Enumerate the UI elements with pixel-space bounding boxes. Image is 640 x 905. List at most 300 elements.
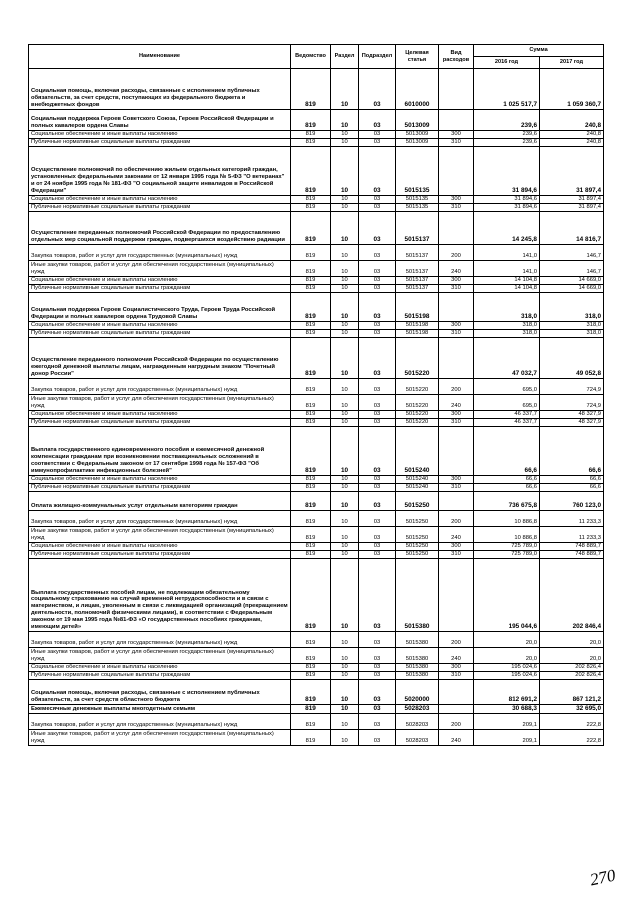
cell-name: Социальная помощь, включая расходы, связанные с исполнением публичных обязательств, за счет средств областного бюджета bbox=[29, 680, 291, 705]
cell-dept: 819 bbox=[291, 204, 331, 212]
cell-sum-2016: 47 032,7 bbox=[474, 338, 540, 379]
cell-subsection: 03 bbox=[359, 285, 396, 293]
cell-exptype: 300 bbox=[439, 131, 474, 139]
cell-exptype: 310 bbox=[439, 139, 474, 147]
cell-exptype: 200 bbox=[439, 714, 474, 730]
cell-subsection: 03 bbox=[359, 196, 396, 204]
cell-section: 10 bbox=[331, 395, 359, 411]
table-row bbox=[29, 204, 604, 212]
cell-target: 5015198 bbox=[396, 293, 439, 322]
cell-dept: 819 bbox=[291, 648, 331, 664]
cell-exptype: 240 bbox=[439, 648, 474, 664]
cell-subsection: 03 bbox=[359, 110, 396, 131]
table-row bbox=[29, 411, 604, 419]
cell-name: Иные закупки товаров, работ и услуг для обеспечения государственных (муниципальных) нужд bbox=[29, 395, 291, 411]
cell-target: 5015250 bbox=[396, 551, 439, 559]
cell-name: Иные закупки товаров, работ и услуг для обеспечения государственных (муниципальных) нужд bbox=[29, 261, 291, 277]
table-row bbox=[29, 730, 604, 746]
cell-sum-2016: 20,0 bbox=[474, 632, 540, 648]
cell-sum-2017: 222,8 bbox=[540, 730, 604, 746]
cell-target: 5015250 bbox=[396, 527, 439, 543]
cell-exptype: 310 bbox=[439, 419, 474, 427]
cell-dept: 819 bbox=[291, 551, 331, 559]
table-row bbox=[29, 492, 604, 511]
cell-sum-2016: 141,0 bbox=[474, 245, 540, 261]
cell-dept: 819 bbox=[291, 419, 331, 427]
cell-sum-2016: 195 044,6 bbox=[474, 559, 540, 632]
table-row bbox=[29, 196, 604, 204]
table-row bbox=[29, 293, 604, 322]
cell-sum-2017: 32 695,0 bbox=[540, 705, 604, 714]
table-row bbox=[29, 110, 604, 131]
cell-name: Закупка товаров, работ и услуг для государственных (муниципальных) нужд bbox=[29, 511, 291, 527]
cell-name: Социальное обеспечение и иные выплаты населению bbox=[29, 411, 291, 419]
cell-sum-2016: 195 024,6 bbox=[474, 664, 540, 672]
cell-name: Публичные нормативные социальные выплаты гражданам bbox=[29, 204, 291, 212]
cell-section: 10 bbox=[331, 427, 359, 476]
cell-target: 5015135 bbox=[396, 196, 439, 204]
cell-exptype: 240 bbox=[439, 527, 474, 543]
cell-subsection: 03 bbox=[359, 277, 396, 285]
cell-section: 10 bbox=[331, 492, 359, 511]
table-row bbox=[29, 476, 604, 484]
cell-section: 10 bbox=[331, 131, 359, 139]
cell-subsection: 03 bbox=[359, 484, 396, 492]
budget-table bbox=[28, 44, 604, 746]
cell-sum-2017: 11 233,3 bbox=[540, 527, 604, 543]
header-year-2017: 2017 год bbox=[540, 57, 604, 69]
table-row bbox=[29, 551, 604, 559]
cell-section: 10 bbox=[331, 730, 359, 746]
cell-section: 10 bbox=[331, 648, 359, 664]
cell-sum-2016: 31 894,6 bbox=[474, 147, 540, 196]
cell-subsection: 03 bbox=[359, 543, 396, 551]
cell-exptype bbox=[439, 110, 474, 131]
header-target: Целевая статья bbox=[396, 45, 439, 69]
cell-target: 5013009 bbox=[396, 110, 439, 131]
cell-dept: 819 bbox=[291, 379, 331, 395]
cell-sum-2016: 318,0 bbox=[474, 293, 540, 322]
cell-section: 10 bbox=[331, 672, 359, 680]
cell-subsection: 03 bbox=[359, 672, 396, 680]
cell-exptype bbox=[439, 427, 474, 476]
cell-sum-2016: 736 675,8 bbox=[474, 492, 540, 511]
cell-target: 5015220 bbox=[396, 411, 439, 419]
cell-subsection: 03 bbox=[359, 714, 396, 730]
cell-sum-2016: 1 025 517,7 bbox=[474, 69, 540, 110]
cell-section: 10 bbox=[331, 705, 359, 714]
cell-exptype: 300 bbox=[439, 664, 474, 672]
cell-subsection: 03 bbox=[359, 322, 396, 330]
cell-name: Ежемесячные денежные выплаты многодетным семьям bbox=[29, 705, 291, 714]
cell-section: 10 bbox=[331, 245, 359, 261]
cell-exptype bbox=[439, 559, 474, 632]
cell-section: 10 bbox=[331, 261, 359, 277]
cell-target: 5015380 bbox=[396, 664, 439, 672]
cell-section: 10 bbox=[331, 379, 359, 395]
cell-exptype: 310 bbox=[439, 330, 474, 338]
cell-sum-2017: 1 059 360,7 bbox=[540, 69, 604, 110]
cell-sum-2017: 318,0 bbox=[540, 322, 604, 330]
cell-sum-2016: 46 337,7 bbox=[474, 419, 540, 427]
cell-sum-2017: 31 897,4 bbox=[540, 204, 604, 212]
cell-exptype bbox=[439, 212, 474, 245]
cell-name: Закупка товаров, работ и услуг для государственных (муниципальных) нужд bbox=[29, 714, 291, 730]
cell-dept: 819 bbox=[291, 330, 331, 338]
cell-name: Публичные нормативные социальные выплаты гражданам bbox=[29, 419, 291, 427]
cell-target: 5015250 bbox=[396, 543, 439, 551]
cell-target: 5015137 bbox=[396, 285, 439, 293]
cell-target: 5015135 bbox=[396, 204, 439, 212]
header-section: Раздел bbox=[331, 45, 359, 69]
cell-section: 10 bbox=[331, 277, 359, 285]
cell-sum-2017: 66,6 bbox=[540, 484, 604, 492]
cell-dept: 819 bbox=[291, 338, 331, 379]
cell-name: Выплата государственных пособий лицам, не подлежащим обязательному социальному страхованию на случай временной нетрудоспособности и в связи с материнством, и лицам, уволенным в связи с ликвидацией организаций (прекращением деятельности, полномочий физическими лицами), в соответствии с Федеральным законом от 19 мая 1995 года №81-ФЗ «О государственных пособиях гражданам, имеющим детей» bbox=[29, 559, 291, 632]
cell-sum-2017: 14 669,0 bbox=[540, 285, 604, 293]
cell-section: 10 bbox=[331, 69, 359, 110]
cell-sum-2016: 10 886,8 bbox=[474, 511, 540, 527]
cell-section: 10 bbox=[331, 338, 359, 379]
cell-name: Социальная помощь, включая расходы, связанные с исполнением публичных обязательств, за счет средств, поступающих из федерального бюджета и внебюджетных фондов bbox=[29, 69, 291, 110]
cell-exptype: 240 bbox=[439, 395, 474, 411]
cell-name: Публичные нормативные социальные выплаты гражданам bbox=[29, 139, 291, 147]
cell-target: 5015220 bbox=[396, 379, 439, 395]
cell-subsection: 03 bbox=[359, 648, 396, 664]
header-subsection: Подраздел bbox=[359, 45, 396, 69]
table-row bbox=[29, 419, 604, 427]
cell-name: Осуществление переданного полномочия Российской Федерации по осуществлению ежегодной денежной выплаты лицам, награжденным нагрудным знаком "Почетный донор России" bbox=[29, 338, 291, 379]
cell-section: 10 bbox=[331, 330, 359, 338]
cell-exptype: 240 bbox=[439, 730, 474, 746]
cell-dept: 819 bbox=[291, 559, 331, 632]
cell-target: 5015380 bbox=[396, 559, 439, 632]
cell-target: 5015240 bbox=[396, 476, 439, 484]
cell-sum-2016: 46 337,7 bbox=[474, 411, 540, 419]
cell-name: Публичные нормативные социальные выплаты гражданам bbox=[29, 484, 291, 492]
table-row bbox=[29, 285, 604, 293]
cell-target: 5015137 bbox=[396, 277, 439, 285]
table-row bbox=[29, 338, 604, 379]
cell-exptype bbox=[439, 147, 474, 196]
cell-exptype: 300 bbox=[439, 411, 474, 419]
table-row bbox=[29, 664, 604, 672]
cell-sum-2017: 867 121,2 bbox=[540, 680, 604, 705]
cell-subsection: 03 bbox=[359, 411, 396, 419]
cell-subsection: 03 bbox=[359, 664, 396, 672]
header-sum: Сумма bbox=[474, 45, 604, 57]
cell-name: Социальное обеспечение и иные выплаты населению bbox=[29, 664, 291, 672]
cell-section: 10 bbox=[331, 714, 359, 730]
cell-exptype: 310 bbox=[439, 285, 474, 293]
cell-dept: 819 bbox=[291, 147, 331, 196]
cell-target: 5015380 bbox=[396, 648, 439, 664]
table-row bbox=[29, 705, 604, 714]
cell-sum-2016: 66,6 bbox=[474, 427, 540, 476]
cell-subsection: 03 bbox=[359, 559, 396, 632]
cell-sum-2016: 66,6 bbox=[474, 476, 540, 484]
cell-target: 5013009 bbox=[396, 139, 439, 147]
cell-section: 10 bbox=[331, 196, 359, 204]
cell-target: 5015250 bbox=[396, 492, 439, 511]
cell-subsection: 03 bbox=[359, 212, 396, 245]
cell-sum-2017: 66,6 bbox=[540, 476, 604, 484]
table-row bbox=[29, 69, 604, 110]
cell-sum-2016: 725 789,0 bbox=[474, 543, 540, 551]
table-row bbox=[29, 680, 604, 705]
cell-target: 5015240 bbox=[396, 484, 439, 492]
cell-dept: 819 bbox=[291, 196, 331, 204]
cell-sum-2017: 240,8 bbox=[540, 110, 604, 131]
cell-section: 10 bbox=[331, 110, 359, 131]
cell-subsection: 03 bbox=[359, 338, 396, 379]
cell-subsection: 03 bbox=[359, 511, 396, 527]
cell-section: 10 bbox=[331, 680, 359, 705]
cell-section: 10 bbox=[331, 559, 359, 632]
header-exptype: Вид расходов bbox=[439, 45, 474, 69]
cell-sum-2017: 14 669,0 bbox=[540, 277, 604, 285]
cell-subsection: 03 bbox=[359, 476, 396, 484]
cell-exptype: 240 bbox=[439, 261, 474, 277]
cell-dept: 819 bbox=[291, 527, 331, 543]
cell-exptype: 310 bbox=[439, 551, 474, 559]
cell-exptype bbox=[439, 69, 474, 110]
cell-section: 10 bbox=[331, 212, 359, 245]
cell-name: Закупка товаров, работ и услуг для государственных (муниципальных) нужд bbox=[29, 245, 291, 261]
cell-subsection: 03 bbox=[359, 139, 396, 147]
cell-dept: 819 bbox=[291, 714, 331, 730]
cell-dept: 819 bbox=[291, 664, 331, 672]
cell-section: 10 bbox=[331, 419, 359, 427]
cell-sum-2017: 31 897,4 bbox=[540, 147, 604, 196]
cell-dept: 819 bbox=[291, 293, 331, 322]
cell-section: 10 bbox=[331, 411, 359, 419]
cell-dept: 819 bbox=[291, 139, 331, 147]
cell-dept: 819 bbox=[291, 427, 331, 476]
cell-name: Социальное обеспечение и иные выплаты населению bbox=[29, 277, 291, 285]
cell-target: 5015380 bbox=[396, 672, 439, 680]
header-year-2016: 2016 год bbox=[474, 57, 540, 69]
cell-sum-2017: 14 816,7 bbox=[540, 212, 604, 245]
cell-exptype: 300 bbox=[439, 277, 474, 285]
table-row bbox=[29, 131, 604, 139]
cell-subsection: 03 bbox=[359, 427, 396, 476]
cell-section: 10 bbox=[331, 139, 359, 147]
table-row bbox=[29, 322, 604, 330]
cell-sum-2016: 239,6 bbox=[474, 139, 540, 147]
cell-subsection: 03 bbox=[359, 632, 396, 648]
cell-sum-2017: 318,0 bbox=[540, 330, 604, 338]
cell-subsection: 03 bbox=[359, 131, 396, 139]
cell-dept: 819 bbox=[291, 632, 331, 648]
cell-dept: 819 bbox=[291, 69, 331, 110]
cell-sum-2017: 748 889,7 bbox=[540, 551, 604, 559]
cell-section: 10 bbox=[331, 632, 359, 648]
cell-name: Социальная поддержка Героев Социалистического Труда, Героев Труда Российской Федерации и полных кавалеров ордена Трудовой Славы bbox=[29, 293, 291, 322]
cell-sum-2017: 20,0 bbox=[540, 632, 604, 648]
cell-sum-2017: 20,0 bbox=[540, 648, 604, 664]
cell-dept: 819 bbox=[291, 476, 331, 484]
cell-sum-2017: 146,7 bbox=[540, 261, 604, 277]
cell-section: 10 bbox=[331, 204, 359, 212]
cell-target: 5015240 bbox=[396, 427, 439, 476]
table-row bbox=[29, 245, 604, 261]
cell-sum-2016: 66,6 bbox=[474, 484, 540, 492]
cell-subsection: 03 bbox=[359, 330, 396, 338]
table-row bbox=[29, 379, 604, 395]
page-number: 270 bbox=[588, 865, 618, 890]
cell-target: 5015220 bbox=[396, 338, 439, 379]
cell-dept: 819 bbox=[291, 110, 331, 131]
table-row bbox=[29, 139, 604, 147]
cell-target: 5015250 bbox=[396, 511, 439, 527]
cell-name: Осуществление переданных полномочий Российской Федерации по предоставлению отдельных мер социальной поддержки граждан, подвергшихся воздействию радиации bbox=[29, 212, 291, 245]
table-row bbox=[29, 543, 604, 551]
cell-name: Оплата жилищно-коммунальных услуг отдельным категориям граждан bbox=[29, 492, 291, 511]
table-row bbox=[29, 511, 604, 527]
table-row bbox=[29, 672, 604, 680]
cell-name: Социальное обеспечение и иные выплаты населению bbox=[29, 543, 291, 551]
cell-dept: 819 bbox=[291, 261, 331, 277]
cell-section: 10 bbox=[331, 322, 359, 330]
cell-sum-2016: 14 245,8 bbox=[474, 212, 540, 245]
cell-name: Иные закупки товаров, работ и услуг для обеспечения государственных (муниципальных) нужд bbox=[29, 527, 291, 543]
cell-name: Закупка товаров, работ и услуг для государственных (муниципальных) нужд bbox=[29, 632, 291, 648]
cell-name: Публичные нормативные социальные выплаты гражданам bbox=[29, 672, 291, 680]
cell-sum-2017: 318,0 bbox=[540, 293, 604, 322]
cell-sum-2016: 14 104,8 bbox=[474, 285, 540, 293]
cell-target: 5020000 bbox=[396, 680, 439, 705]
cell-name: Публичные нормативные социальные выплаты гражданам bbox=[29, 330, 291, 338]
cell-exptype bbox=[439, 338, 474, 379]
cell-dept: 819 bbox=[291, 131, 331, 139]
cell-sum-2017: 146,7 bbox=[540, 245, 604, 261]
cell-dept: 819 bbox=[291, 672, 331, 680]
cell-subsection: 03 bbox=[359, 551, 396, 559]
cell-section: 10 bbox=[331, 543, 359, 551]
cell-dept: 819 bbox=[291, 285, 331, 293]
cell-exptype bbox=[439, 492, 474, 511]
cell-exptype bbox=[439, 705, 474, 714]
table-row bbox=[29, 212, 604, 245]
cell-sum-2017: 760 123,0 bbox=[540, 492, 604, 511]
cell-sum-2016: 209,1 bbox=[474, 714, 540, 730]
cell-sum-2016: 141,0 bbox=[474, 261, 540, 277]
table-row bbox=[29, 395, 604, 411]
cell-exptype: 200 bbox=[439, 632, 474, 648]
cell-exptype: 300 bbox=[439, 476, 474, 484]
cell-target: 5015380 bbox=[396, 632, 439, 648]
table-row bbox=[29, 277, 604, 285]
cell-section: 10 bbox=[331, 293, 359, 322]
cell-sum-2017: 66,6 bbox=[540, 427, 604, 476]
cell-dept: 819 bbox=[291, 511, 331, 527]
cell-sum-2016: 318,0 bbox=[474, 322, 540, 330]
cell-exptype: 200 bbox=[439, 379, 474, 395]
cell-exptype: 300 bbox=[439, 322, 474, 330]
cell-section: 10 bbox=[331, 551, 359, 559]
cell-name: Иные закупки товаров, работ и услуг для обеспечения государственных (муниципальных) нужд bbox=[29, 730, 291, 746]
table-row bbox=[29, 527, 604, 543]
cell-name: Выплата государственного единовременного пособия и ежемесячной денежной компенсации гражданам при возникновении поствакцинальных осложнений в соответствии с Федеральным законом от 17 сентября 1998 года № 157-ФЗ "Об иммунопрофилактике инфекционных болезней" bbox=[29, 427, 291, 476]
cell-sum-2016: 695,0 bbox=[474, 379, 540, 395]
cell-name: Социальная поддержка Героев Советского Союза, Героев Российской Федерации и полных кавалеров ордена Славы bbox=[29, 110, 291, 131]
cell-name: Закупка товаров, работ и услуг для государственных (муниципальных) нужд bbox=[29, 379, 291, 395]
cell-sum-2016: 209,1 bbox=[474, 730, 540, 746]
cell-sum-2016: 10 886,8 bbox=[474, 527, 540, 543]
cell-name: Социальное обеспечение и иные выплаты населению bbox=[29, 196, 291, 204]
cell-subsection: 03 bbox=[359, 395, 396, 411]
table-row bbox=[29, 714, 604, 730]
cell-sum-2016: 725 789,0 bbox=[474, 551, 540, 559]
cell-sum-2017: 202 826,4 bbox=[540, 664, 604, 672]
cell-sum-2017: 31 897,4 bbox=[540, 196, 604, 204]
cell-subsection: 03 bbox=[359, 730, 396, 746]
cell-dept: 819 bbox=[291, 730, 331, 746]
cell-target: 6010000 bbox=[396, 69, 439, 110]
table-row bbox=[29, 559, 604, 632]
cell-sum-2017: 222,8 bbox=[540, 714, 604, 730]
cell-dept: 819 bbox=[291, 395, 331, 411]
cell-sum-2016: 239,6 bbox=[474, 131, 540, 139]
cell-name: Социальное обеспечение и иные выплаты населению bbox=[29, 476, 291, 484]
cell-sum-2017: 11 233,3 bbox=[540, 511, 604, 527]
header-dept: Ведомство bbox=[291, 45, 331, 69]
cell-name: Социальное обеспечение и иные выплаты населению bbox=[29, 131, 291, 139]
cell-section: 10 bbox=[331, 511, 359, 527]
cell-section: 10 bbox=[331, 484, 359, 492]
cell-target: 5028203 bbox=[396, 730, 439, 746]
cell-section: 10 bbox=[331, 664, 359, 672]
cell-target: 5013009 bbox=[396, 131, 439, 139]
cell-sum-2016: 239,6 bbox=[474, 110, 540, 131]
cell-exptype: 200 bbox=[439, 245, 474, 261]
cell-sum-2017: 48 327,9 bbox=[540, 419, 604, 427]
cell-target: 5015220 bbox=[396, 419, 439, 427]
cell-target: 5028203 bbox=[396, 714, 439, 730]
cell-exptype bbox=[439, 293, 474, 322]
cell-name: Публичные нормативные социальные выплаты гражданам bbox=[29, 551, 291, 559]
cell-target: 5015220 bbox=[396, 395, 439, 411]
cell-subsection: 03 bbox=[359, 204, 396, 212]
cell-dept: 819 bbox=[291, 543, 331, 551]
cell-sum-2016: 318,0 bbox=[474, 330, 540, 338]
cell-subsection: 03 bbox=[359, 680, 396, 705]
table-row bbox=[29, 484, 604, 492]
cell-dept: 819 bbox=[291, 322, 331, 330]
cell-target: 5015137 bbox=[396, 212, 439, 245]
cell-sum-2016: 30 688,3 bbox=[474, 705, 540, 714]
cell-name: Публичные нормативные социальные выплаты гражданам bbox=[29, 285, 291, 293]
cell-exptype: 300 bbox=[439, 543, 474, 551]
cell-sum-2017: 240,8 bbox=[540, 131, 604, 139]
cell-sum-2016: 812 691,2 bbox=[474, 680, 540, 705]
table-row bbox=[29, 147, 604, 196]
cell-subsection: 03 bbox=[359, 293, 396, 322]
cell-exptype: 310 bbox=[439, 484, 474, 492]
cell-exptype bbox=[439, 680, 474, 705]
cell-subsection: 03 bbox=[359, 419, 396, 427]
cell-dept: 819 bbox=[291, 492, 331, 511]
cell-exptype: 200 bbox=[439, 511, 474, 527]
cell-sum-2017: 240,8 bbox=[540, 139, 604, 147]
table-row bbox=[29, 632, 604, 648]
cell-dept: 819 bbox=[291, 245, 331, 261]
cell-sum-2016: 31 894,6 bbox=[474, 196, 540, 204]
cell-subsection: 03 bbox=[359, 147, 396, 196]
cell-sum-2017: 202 846,4 bbox=[540, 559, 604, 632]
cell-sum-2017: 724,9 bbox=[540, 379, 604, 395]
